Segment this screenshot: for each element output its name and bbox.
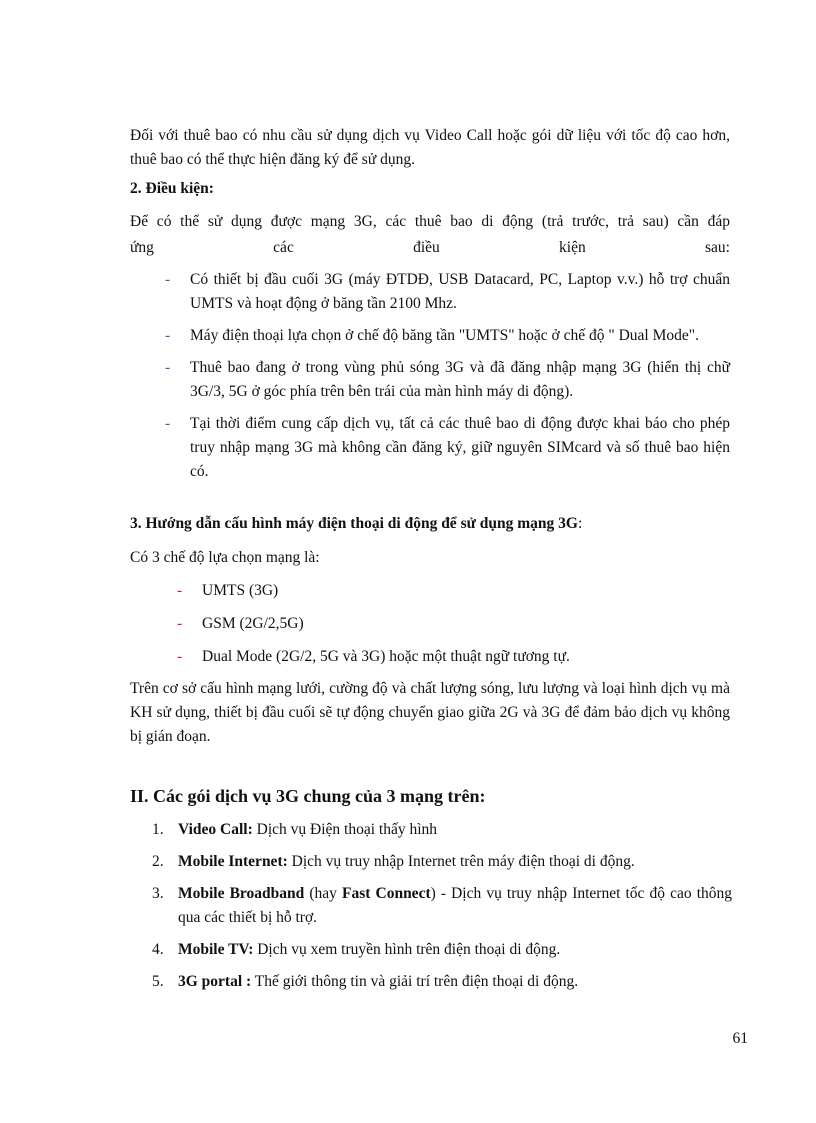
list-item: 5. 3G portal : Thế giới thông tin và giải trí trên điện thoại di động. — [152, 973, 579, 990]
dash-bullet-icon: - — [177, 615, 183, 632]
section-heading-config: 3. Hướng dẫn cấu hình máy điện thoại di động để sử dụng mạng 3G: — [130, 515, 583, 532]
dash-bullet-icon: - — [165, 359, 171, 376]
list-item: - Thuê bao đang ở trong vùng phủ sóng 3G và đã đăng nhập mạng 3G (hiển thị chữ 3G/3, 5G ở góc phía trên bên trái của màn hình máy di động). — [160, 356, 730, 404]
config-lead: Có 3 chế độ lựa chọn mạng là: — [130, 549, 320, 566]
list-item: - Có thiết bị đầu cuối 3G (máy ĐTDĐ, USB Datacard, PC, Laptop v.v.) hỗ trợ chuẩn UMTS và hoạt động ở băng tần 2100 Mhz. — [160, 268, 730, 316]
list-item: 4. Mobile TV: Dịch vụ xem truyền hình trên điện thoại di động. — [152, 941, 561, 958]
intro-paragraph: Đối với thuê bao có nhu cầu sử dụng dịch vụ Video Call hoặc gói dữ liệu với tốc độ cao hơn, thuê bao có thể thực hiện đăng ký để sử dụng. — [130, 127, 730, 168]
list-item: 2. Mobile Internet: Dịch vụ truy nhập Internet trên máy điện thoại di động. — [152, 853, 635, 870]
conditions-lead-line2: ứng các điều kiện sau: — [130, 239, 730, 256]
dash-bullet-icon: - — [177, 648, 183, 665]
list-item: - Tại thời điểm cung cấp dịch vụ, tất cả các thuê bao di động được khai báo cho phép truy nhập mạng 3G mà không cần đăng ký, giữ nguyên SIMcard và số thuê bao hiện có. — [160, 412, 730, 484]
list-item: - Máy điện thoại lựa chọn ở chế độ băng tần "UMTS" hoặc ở chế độ " Dual Mode". — [160, 324, 730, 348]
conditions-lead-line1: Để có thể sử dụng được mạng 3G, các thuê bao di động (trả trước, trả sau) cần đáp — [130, 213, 730, 230]
network-modes-list — [172, 579, 732, 678]
dash-bullet-icon: - — [165, 415, 171, 432]
section-heading-packages: II. Các gói dịch vụ 3G chung của 3 mạng trên: — [130, 786, 486, 806]
list-item: 1. Video Call: Dịch vụ Điện thoại thấy hình — [152, 821, 438, 838]
dash-bullet-icon: - — [165, 271, 171, 288]
list-item: 3. Mobile Broadband (hay Fast Connect) - Dịch vụ truy nhập Internet tốc độ cao thông qua các thiết bị hỗ trợ. — [152, 885, 732, 926]
page-number: 61 — [732, 1030, 748, 1047]
conditions-list — [160, 268, 730, 492]
section-heading-conditions: 2. Điều kiện: — [130, 180, 214, 197]
config-closing-paragraph: Trên cơ sở cấu hình mạng lưới, cường độ và chất lượng sóng, lưu lượng và loại hình dịch vụ mà KH sử dụng, thiết bị đầu cuối sẽ tự động chuyển giao giữa 2G và 3G để đảm bảo dịch vụ không bị gián đoạn. — [130, 680, 730, 745]
service-packages-list — [152, 818, 732, 1002]
list-item: - Dual Mode (2G/2, 5G và 3G) hoặc một thuật ngữ tương tự. — [172, 645, 732, 669]
dash-bullet-icon: - — [177, 582, 183, 599]
dash-bullet-icon: - — [165, 327, 171, 344]
list-item: - GSM (2G/2,5G) — [172, 612, 732, 636]
list-item: - UMTS (3G) — [172, 579, 732, 603]
